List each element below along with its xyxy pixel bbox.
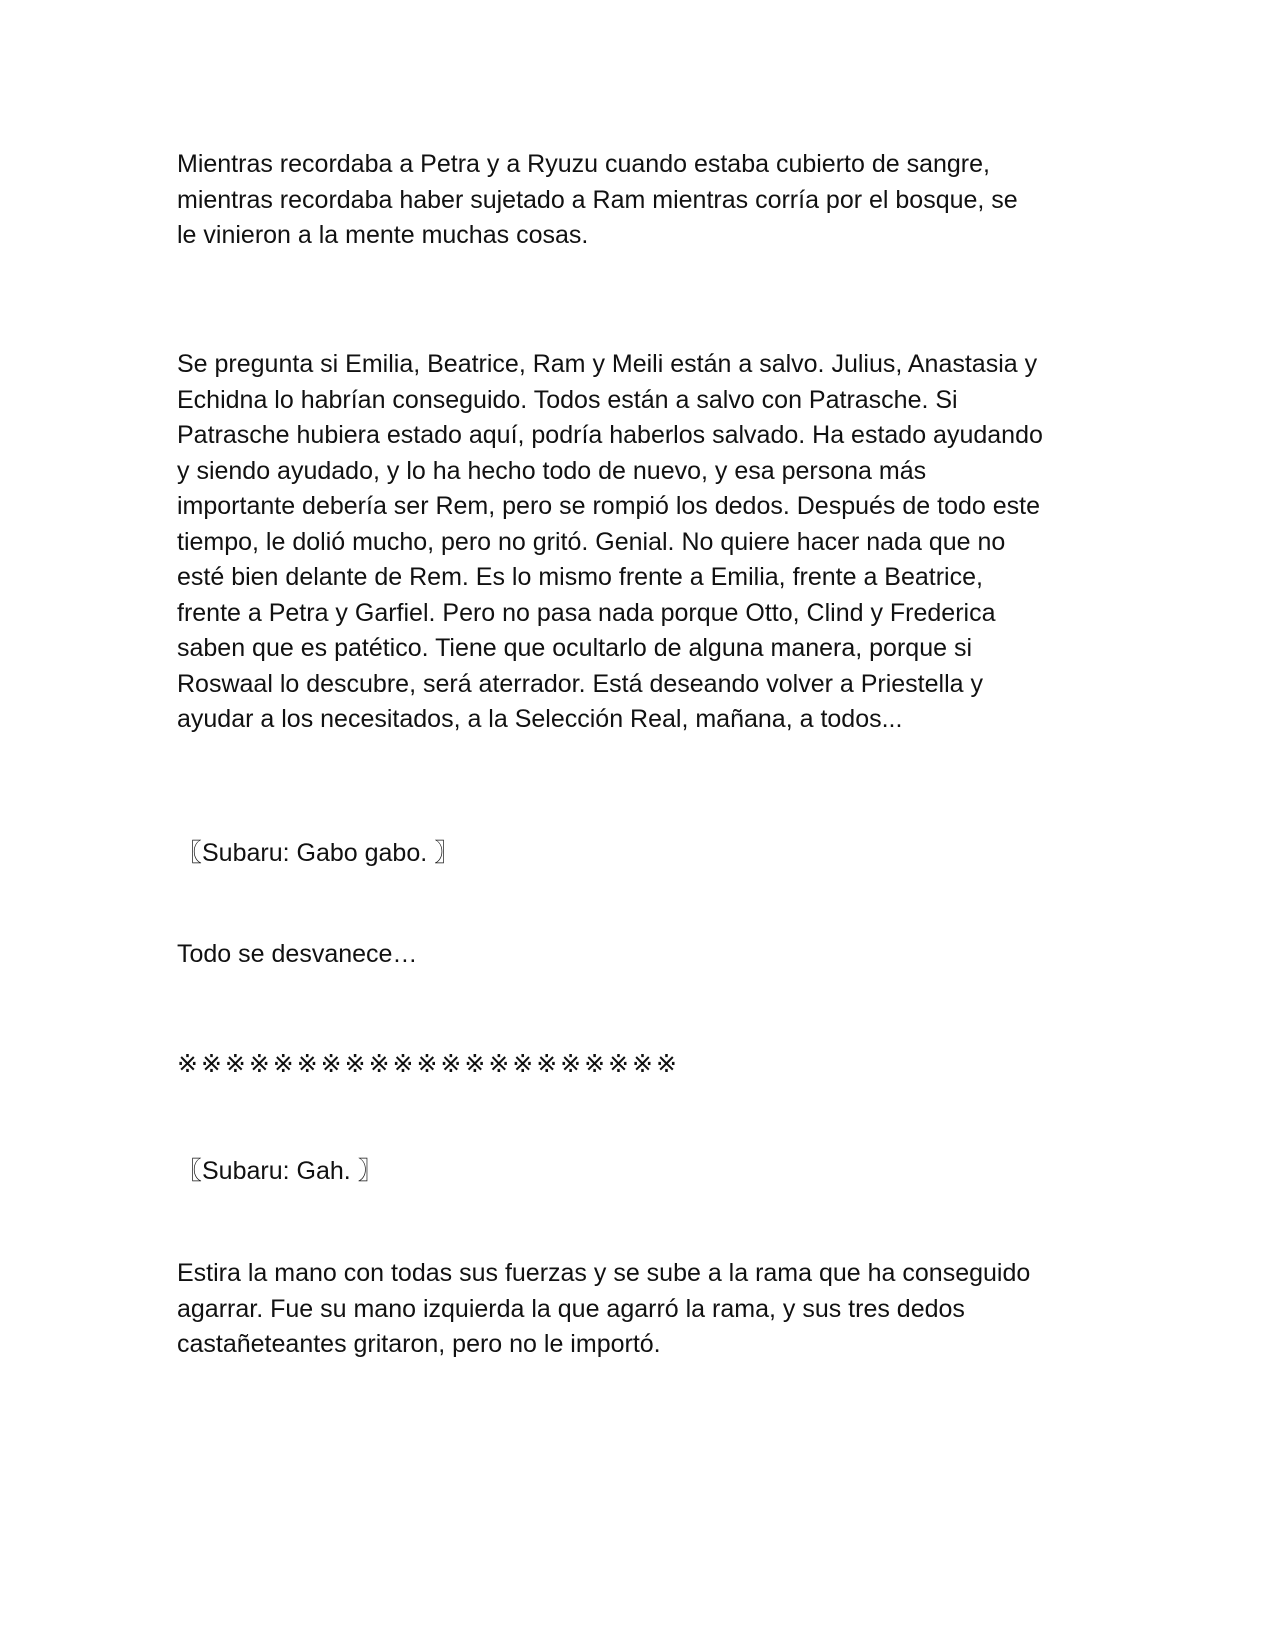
paragraph-fade: Todo se desvanece… bbox=[177, 940, 418, 968]
paragraph-reflection: Se pregunta si Emilia, Beatrice, Ram y Meili están a salvo. Julius, Anastasia y Echidna lo habrían conseguido. Todos están a salvo con Patrasche. Si Patrasche hubiera estado aquí, podría haberlos salvado. Ha estado ayudando y siendo ayudado, y lo ha hecho todo de nuevo, y esa persona más importante debería ser Rem, pero se rompió los dedos. Después de todo este tiempo, le dolió mucho, pero no gritó. Genial. No quiere hacer nada que no esté bien delante de Rem. Es lo mismo frente a Emilia, frente a Beatrice, frente a Petra y Garfiel. Pero no pasa nada porque Otto, Clind y Frederica saben que es patético. Tiene que ocultarlo de alguna manera, porque si Roswaal lo descubre, será aterrador. Está deseando volver a Priestella y ayudar a los necesitados, a la Selección Real, mañana, a todos... bbox=[177, 350, 1043, 733]
paragraph-branch: Estira la mano con todas sus fuerzas y se sube a la rama que ha conseguido agarrar. Fue su mano izquierda la que agarró la rama, y sus tres dedos castañeteantes gritaron, pero no le importó. bbox=[177, 1259, 1031, 1358]
paragraph-memories: Mientras recordaba a Petra y a Ryuzu cuando estaba cubierto de sangre, mientras recordaba haber sujetado a Ram mientras corría por el bosque, se le vinieron a la mente muchas cosas. bbox=[177, 150, 1018, 249]
dialogue-line: 〖Subaru: Gah. 〗 bbox=[177, 1157, 383, 1185]
dialogue-line: 〖Subaru: Gabo gabo. 〗 bbox=[177, 839, 460, 867]
scene-separator: ※※※※※※※※※※※※※※※※※※※※※ bbox=[177, 1050, 680, 1078]
